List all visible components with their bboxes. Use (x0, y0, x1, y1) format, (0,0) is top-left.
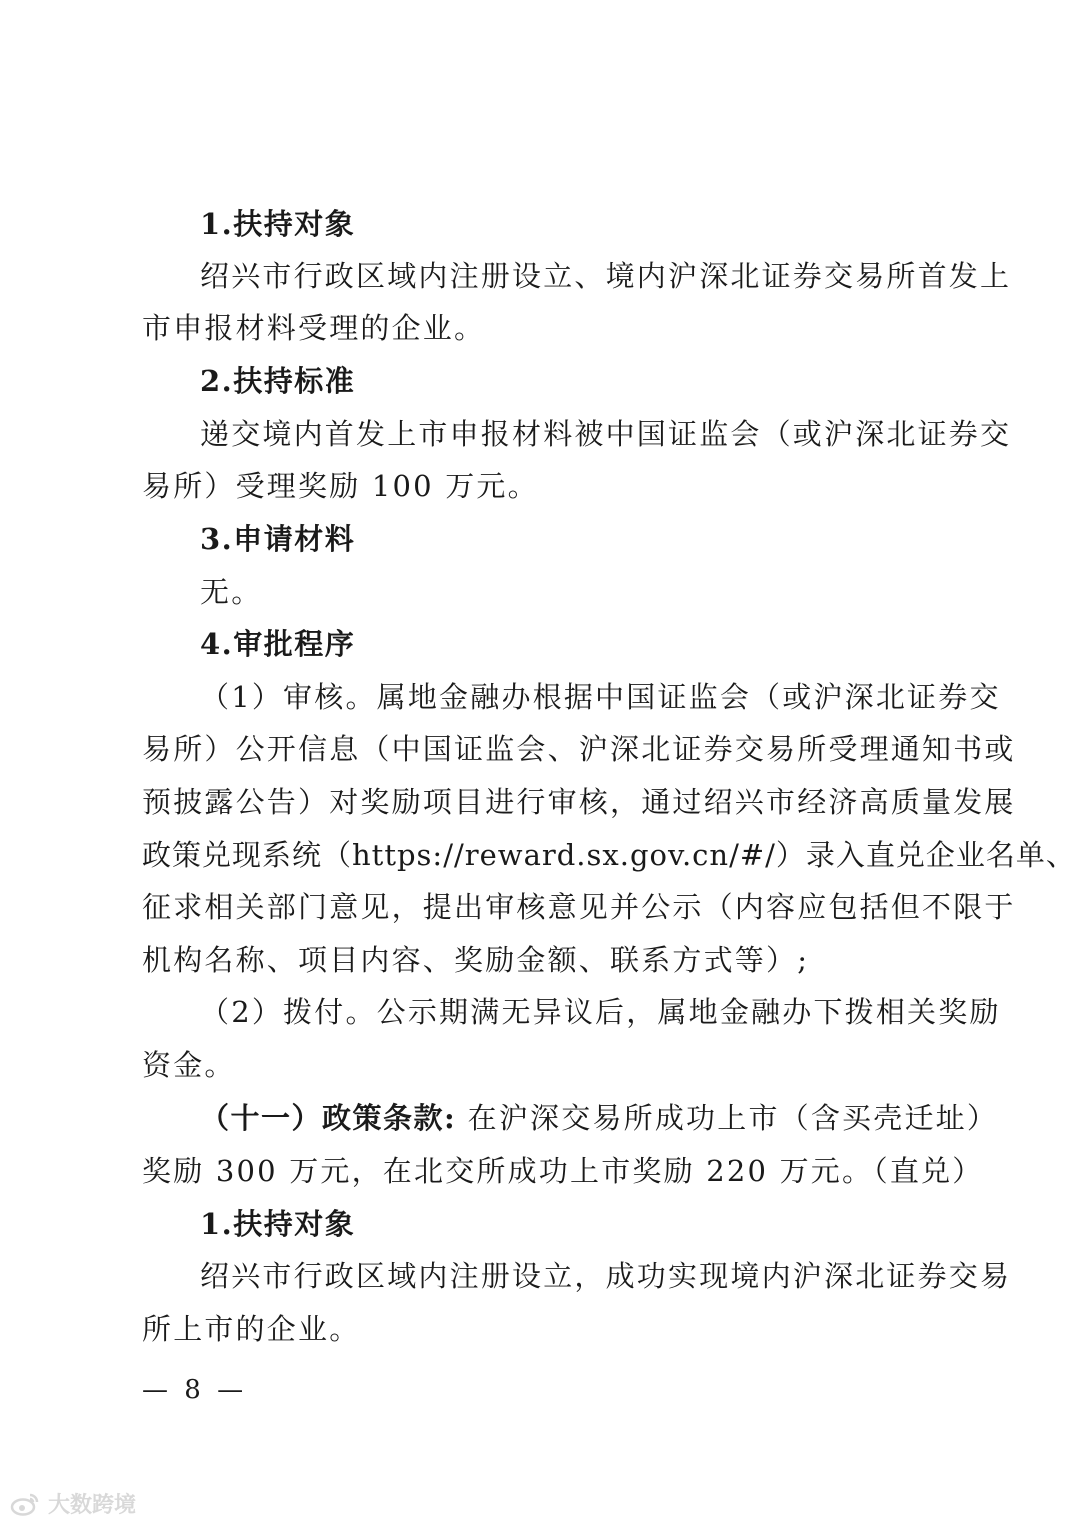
paragraph-line: （1）审核。属地金融办根据中国证监会（或沪深北证券交 (200, 680, 1001, 714)
heading-support-target: 1.扶持对象 (200, 207, 356, 241)
paragraph-line: 机构名称、项目内容、奖励金额、联系方式等）; (142, 943, 810, 977)
watermark (10, 1488, 136, 1519)
policy-clause-text: 在沪深交易所成功上市（含买壳迁址） (467, 1101, 999, 1135)
paragraph-line: 市申报材料受理的企业。 (142, 311, 486, 345)
paragraph-line: 预披露公告）对奖励项目进行审核，通过绍兴市经济高质量发展 (142, 785, 1016, 819)
paragraph-line: 资金。 (142, 1048, 236, 1082)
paragraph-line: 所上市的企业。 (142, 1312, 361, 1346)
paragraph-line: 征求相关部门意见，提出审核意见并公示（内容应包括但不限于 (142, 890, 1016, 924)
heading-application-materials: 3.申请材料 (200, 522, 356, 556)
paragraph-line: 无。 (200, 575, 263, 609)
watermark-text: 大数跨境 (48, 1493, 137, 1518)
paragraph-line: （2）拨付。公示期满无异议后，属地金融办下拨相关奖励 (200, 995, 1001, 1029)
paragraph-line: 绍兴市行政区域内注册设立，成功实现境内沪深北证券交易 (200, 1259, 1012, 1293)
policy-clause-line (200, 1100, 999, 1136)
heading-approval-procedure: 4.审批程序 (200, 627, 356, 661)
weibo-icon (10, 1492, 40, 1516)
paragraph-line: 绍兴市行政区域内注册设立、境内沪深北证券交易所首发上 (200, 259, 1012, 293)
policy-clause-label: （十一）政策条款: (200, 1101, 457, 1135)
paragraph-line: 易所）公开信息（中国证监会、沪深北证券交易所受理通知书或 (142, 732, 1016, 766)
paragraph-line: 递交境内首发上市申报材料被中国证监会（或沪深北证券交 (200, 417, 1012, 451)
heading-support-standard: 2.扶持标准 (200, 364, 356, 398)
page-number: — 8 — (142, 1375, 248, 1405)
paragraph-line: 易所）受理奖励 100 万元。 (142, 469, 539, 503)
paragraph-line: 奖励 300 万元，在北交所成功上市奖励 220 万元。（直兑） (142, 1154, 984, 1188)
heading-support-target: 1.扶持对象 (200, 1207, 356, 1241)
paragraph-line: 政策兑现系统（https://reward.sx.gov.cn/#/）录入直兑企业名单、 (142, 838, 1076, 872)
